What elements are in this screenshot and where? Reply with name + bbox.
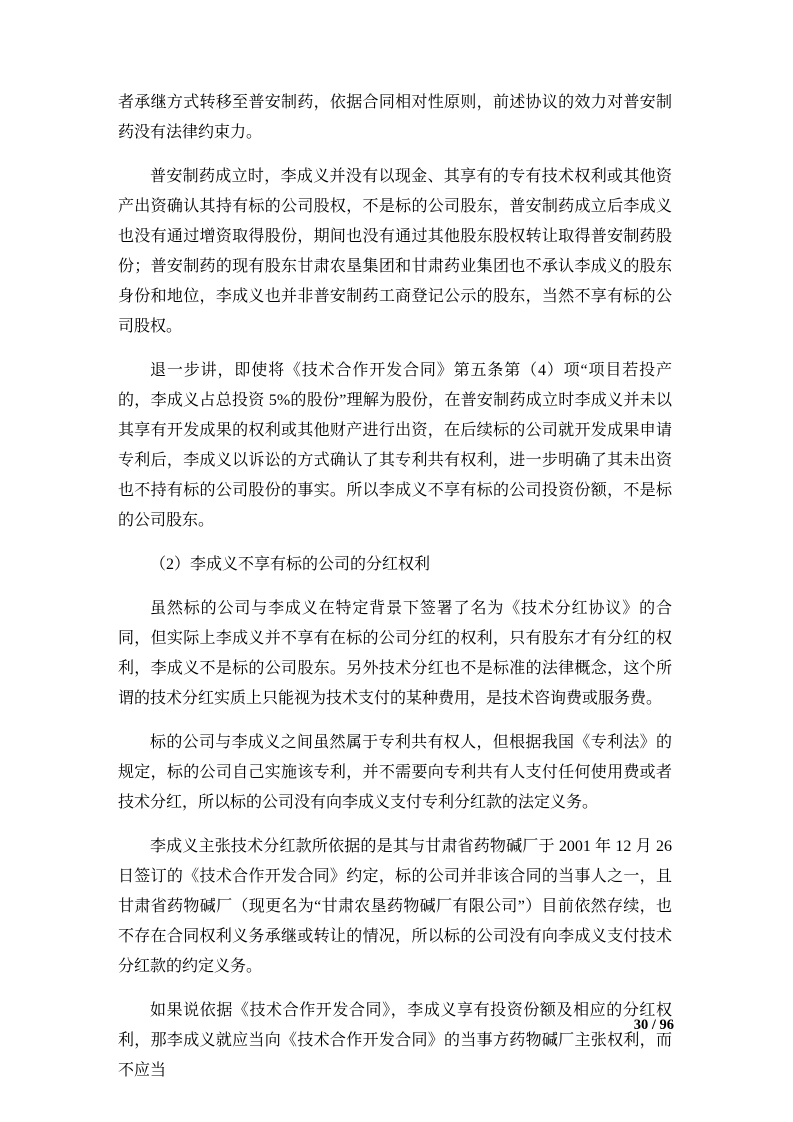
section-heading: （2）李成义不享有标的公司的分红权利 (150, 556, 431, 573)
document-body (118, 88, 672, 1100)
paragraph: 李成义主张技术分红款所依据的是其与甘肃省药物碱厂于 2001 年 12 月 26 日签订的《技术合作开发合同》约定，标的公司并非该合同的当事人之一，且甘肃省药物碱厂（现更名为“甘肃农垦药物碱厂有限公司”）目前依然存续，也不存在合同权利义务承继或转让的情况，所以标的公司没有向李成义支付技术分红款的约定义务。 (118, 838, 672, 975)
paragraph: 如果说依据《技术合作开发合同》，李成义享有投资份额及相应的分红权利，那李成义就应当向《技术合作开发合同》的当事方药物碱厂主张权利，而不应当 (118, 1002, 672, 1079)
paragraph: 标的公司与李成义之间虽然属于专利共有权人，但根据我国《专利法》的规定，标的公司自己实施该专利，并不需要向专利共有人支付任何使用费或者技术分红，所以标的公司没有向李成义支付专利分红款的法定义务。 (118, 734, 672, 811)
page-number: 30 / 96 (633, 1017, 674, 1033)
paragraph-continuation: 者承继方式转移至普安制药，依据合同相对性原则，前述协议的效力对普安制药没有法律约束力。 (118, 94, 672, 141)
paragraph: 虽然标的公司与李成义在特定背景下签署了名为《技术分红协议》的合同，但实际上李成义并不享有在标的公司分红的权利，只有股东才有分红的权利，李成义不是标的公司股东。另外技术分红也不是标准的法律概念，这个所谓的技术分红实质上只能视为技术支付的某种费用，是技术咨询费或服务费。 (118, 600, 672, 707)
paragraph: 普安制药成立时，李成义并没有以现金、其享有的专有技术权利或其他资产出资确认其持有标的公司股权，不是标的公司股东，普安制药成立后李成义也没有通过增资取得股份，期间也没有通过其他股东股权转让取得普安制药股份；普安制药的现有股东甘肃农垦集团和甘肃药业集团也不承认李成义的股东身份和地位，李成义也并非普安制药工商登记公示的股东，当然不享有标的公司股权。 (118, 168, 672, 335)
paragraph: 退一步讲，即使将《技术合作开发合同》第五条第（4）项“项目若投产的，李成义占总投资 5%的股份”理解为股份，在普安制药成立时李成义并未以其享有开发成果的权利或其他财产进行出资，在后续标的公司就开发成果申请专利后，李成义以诉讼的方式确认了其专利共有权利，进一步明确了其未出资也不持有标的公司股份的事实。所以李成义不享有标的公司投资份额，不是标的公司股东。 (118, 362, 672, 529)
